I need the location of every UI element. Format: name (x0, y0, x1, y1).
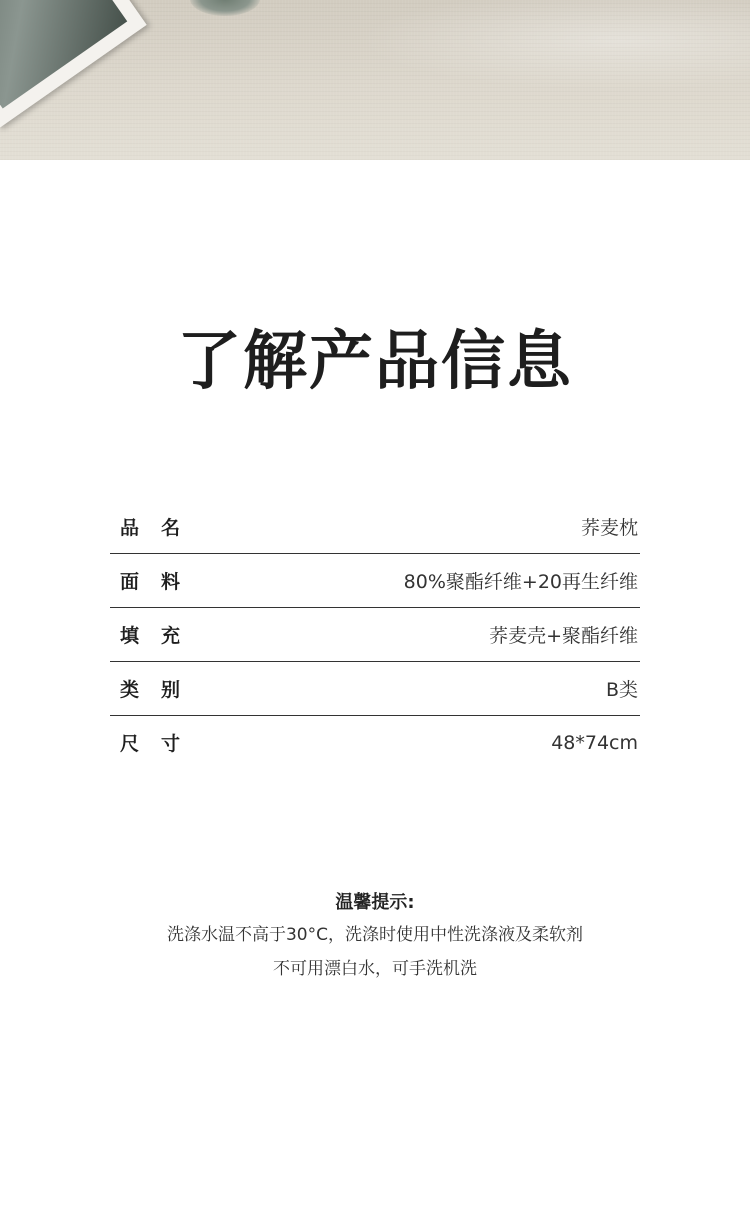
tips-line-2: 不可用漂白水，可手洗机洗 (273, 959, 477, 979)
care-tips (0, 888, 750, 986)
row-value: B类 (605, 679, 638, 701)
section-title: 了解产品信息 (177, 325, 573, 399)
row-label: 填充 (120, 625, 203, 647)
tips-line-1: 洗涤水温不高于30°C，洗涤时使用中性洗涤液及柔软剂 (166, 925, 583, 945)
info-row-name (110, 500, 640, 554)
info-row-size (110, 716, 640, 769)
info-row-fabric (110, 554, 640, 608)
row-value: 80%聚酯纤维+20再生纤维 (403, 571, 638, 593)
row-value: 荞麦枕 (580, 517, 638, 539)
info-row-category (110, 662, 640, 716)
tips-title: 温馨提示: (335, 892, 415, 913)
row-value: 48*74cm (551, 731, 638, 754)
info-row-filling (110, 608, 640, 662)
row-label: 面料 (120, 571, 203, 593)
row-label: 类别 (120, 679, 203, 701)
row-label: 品名 (120, 517, 203, 539)
row-label: 尺寸 (120, 733, 203, 755)
product-info-table (110, 500, 640, 769)
row-value: 荞麦壳+聚酯纤维 (489, 625, 638, 647)
hero-image (0, 0, 750, 160)
